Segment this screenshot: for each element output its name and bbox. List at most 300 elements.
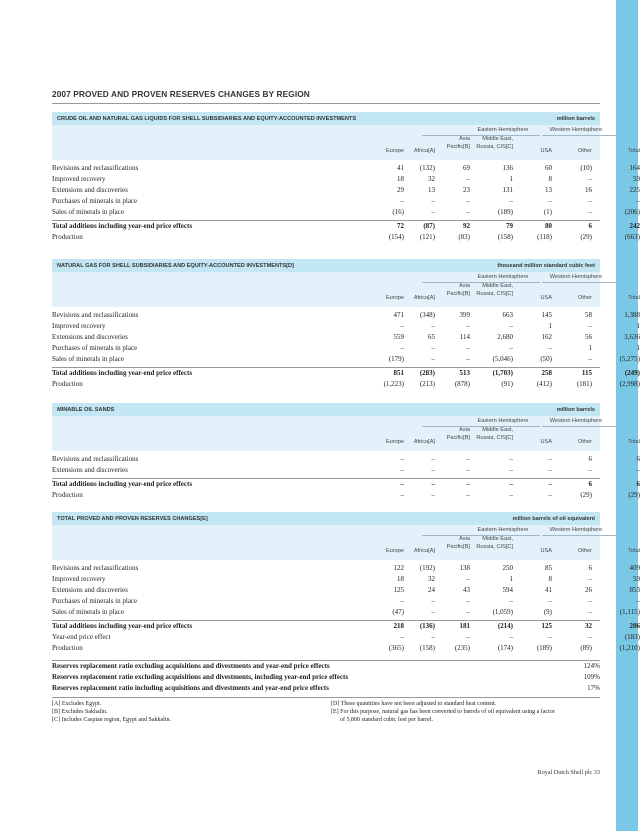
row-value: – — [466, 322, 470, 330]
table-row — [52, 367, 640, 379]
row-value: – — [431, 208, 435, 216]
row-value: 1 — [588, 344, 592, 352]
row-value: 250 — [502, 564, 513, 572]
total-header: Total — [628, 548, 640, 554]
western-span-line — [542, 426, 619, 427]
table-row — [52, 220, 640, 232]
row-value: (89) — [580, 644, 592, 652]
row-label: Year-end price effect — [52, 633, 111, 641]
row-value: (878) — [454, 380, 470, 388]
row-value: 258 — [541, 369, 552, 377]
row-value: 29 — [397, 186, 404, 194]
ratio-row — [52, 661, 600, 672]
row-label: Purchases of minerals in place — [52, 344, 138, 352]
row-value: – — [509, 491, 513, 499]
western-span-line — [542, 282, 619, 283]
row-value: (16) — [392, 208, 404, 216]
other-header: Other — [578, 548, 592, 554]
row-value: – — [509, 322, 513, 330]
row-value: (183) — [624, 633, 640, 641]
table-row — [52, 163, 640, 174]
other-header: Other — [578, 295, 592, 301]
section-unit: million barrels — [556, 406, 595, 413]
row-value: 409 — [629, 564, 640, 572]
eastern-hemisphere-label: Eastern Hemisphere — [477, 527, 529, 533]
footnotes-divider — [52, 697, 600, 698]
table-row — [52, 563, 640, 574]
table-row — [52, 632, 640, 643]
total-header: Total — [628, 439, 640, 445]
row-value: (249) — [624, 369, 640, 377]
table-row — [52, 207, 640, 218]
ratio-row — [52, 683, 600, 694]
eastern-hemisphere-label: Eastern Hemisphere — [477, 127, 529, 133]
section-header-band — [52, 112, 600, 125]
row-value: – — [588, 197, 592, 205]
row-value: – — [400, 344, 404, 352]
row-value: – — [466, 466, 470, 474]
row-label: Improved recovery — [52, 322, 106, 330]
row-value: 181 — [459, 622, 470, 630]
row-value: – — [548, 344, 552, 352]
row-value: 60 — [545, 164, 552, 172]
section-header-band — [52, 512, 600, 525]
row-value: 122 — [393, 564, 404, 572]
row-value: 72 — [397, 222, 404, 230]
row-label: Sales of minerals in place — [52, 355, 124, 363]
row-value: – — [636, 197, 640, 205]
row-value: – — [431, 491, 435, 499]
row-label: Total additions including year-end price effects — [52, 622, 193, 630]
row-value: 6 — [588, 564, 592, 572]
section-title: TOTAL PROVED AND PROVEN RESERVES CHANGES[E] — [57, 515, 208, 522]
section-unit: million barrels of oil equivalent — [512, 515, 595, 522]
row-value: (1,115) — [619, 608, 640, 616]
row-value: 79 — [506, 222, 513, 230]
row-value: – — [466, 175, 470, 183]
row-value: (189) — [536, 644, 552, 652]
europe-header: Europe — [385, 548, 404, 554]
row-label: Revisions and reclassifications — [52, 311, 139, 319]
row-value: 125 — [393, 586, 404, 594]
row-value: – — [400, 597, 404, 605]
row-value: 69 — [463, 164, 470, 172]
total-header: Total — [628, 295, 640, 301]
row-value: – — [466, 633, 470, 641]
asia-pacific-header-bottom: Pacific[B] — [446, 435, 470, 441]
section-header-band — [52, 259, 600, 272]
western-span-line — [542, 535, 619, 536]
row-label: Sales of minerals in place — [52, 608, 124, 616]
row-value: – — [588, 466, 592, 474]
row-value: 58 — [585, 311, 592, 319]
row-value: – — [466, 208, 470, 216]
row-label: Production — [52, 380, 83, 388]
row-value: (83) — [458, 233, 470, 241]
europe-header: Europe — [385, 148, 404, 154]
section-header-band — [52, 403, 600, 416]
table-row — [52, 454, 640, 465]
row-value: (189) — [497, 208, 513, 216]
row-label: Production — [52, 644, 83, 652]
table-row — [52, 620, 640, 632]
row-value: (181) — [576, 380, 592, 388]
other-header: Other — [578, 439, 592, 445]
row-value: – — [466, 355, 470, 363]
row-value: 43 — [463, 586, 470, 594]
row-value: – — [400, 480, 404, 488]
row-value: – — [588, 208, 592, 216]
row-value: 136 — [502, 164, 513, 172]
row-value: – — [548, 455, 552, 463]
row-value: – — [400, 633, 404, 641]
row-value: (412) — [536, 380, 552, 388]
row-value: 18 — [397, 175, 404, 183]
row-value: 32 — [585, 622, 592, 630]
row-value: – — [466, 480, 470, 488]
row-value: 23 — [463, 186, 470, 194]
eastern-hemisphere-label: Eastern Hemisphere — [477, 274, 529, 280]
footnote: of 5,800 standard cubic feet per barrel. — [340, 717, 433, 723]
section-rows — [52, 163, 640, 243]
row-value: (214) — [497, 622, 513, 630]
row-value: (118) — [537, 233, 552, 241]
section-rows — [52, 454, 640, 501]
row-value: 56 — [585, 333, 592, 341]
row-value: 145 — [541, 311, 552, 319]
row-value: – — [400, 466, 404, 474]
row-value: 513 — [459, 369, 470, 377]
row-value: 80 — [545, 222, 552, 230]
footnote: [D] These quantities have not been adjusted to standard heat content. — [331, 701, 497, 707]
asia-pacific-header-top: Asia — [459, 283, 470, 289]
row-value: (179) — [388, 355, 404, 363]
table-section — [52, 403, 640, 501]
row-value: 92 — [463, 222, 470, 230]
row-value: – — [400, 455, 404, 463]
decorative-side-stripe — [616, 0, 638, 831]
footnotes-left — [52, 700, 322, 724]
middle-east-header-top: Middle East, — [482, 536, 513, 542]
western-span-line — [542, 135, 619, 136]
row-value: 1 — [509, 575, 513, 583]
row-value: (9) — [543, 608, 552, 616]
middle-east-header-top: Middle East, — [482, 283, 513, 289]
row-value: 26 — [585, 586, 592, 594]
row-value: – — [588, 575, 592, 583]
row-value: 6 — [636, 455, 640, 463]
row-value: – — [466, 197, 470, 205]
row-value: – — [636, 466, 640, 474]
page-footer: Royal Dutch Shell plc 33 — [537, 769, 600, 776]
row-value: (174) — [497, 644, 513, 652]
africa-header: Africa[A] — [413, 148, 435, 154]
asia-pacific-header-top: Asia — [459, 536, 470, 542]
row-value: (365) — [388, 644, 404, 652]
middle-east-header-top: Middle East, — [482, 136, 513, 142]
row-value: 164 — [629, 164, 640, 172]
middle-east-header-bottom: Russia, CIS[C] — [476, 544, 513, 550]
row-value: (154) — [388, 233, 404, 241]
row-value: (132) — [419, 164, 435, 172]
row-value: 59 — [633, 175, 640, 183]
table-row — [52, 174, 640, 185]
asia-pacific-header-bottom: Pacific[B] — [446, 544, 470, 550]
row-value: 114 — [459, 333, 470, 341]
western-hemisphere-label: Western Hemisphere — [549, 418, 603, 424]
row-value: – — [509, 344, 513, 352]
row-value: 41 — [545, 586, 552, 594]
row-value: – — [509, 197, 513, 205]
title-divider — [52, 103, 600, 104]
footnote: [A] Excludes Egypt. — [52, 701, 102, 707]
row-value: 85 — [545, 564, 552, 572]
row-value: (136) — [419, 622, 435, 630]
row-value: 1,388 — [624, 311, 640, 319]
row-value: 594 — [502, 586, 513, 594]
row-label: Revisions and reclassifications — [52, 564, 139, 572]
row-value: (1,703) — [492, 369, 513, 377]
row-value: 138 — [459, 564, 470, 572]
row-value: (50) — [540, 355, 552, 363]
row-value: (29) — [628, 491, 640, 499]
row-label: Improved recovery — [52, 175, 106, 183]
row-value: 18 — [397, 575, 404, 583]
column-header — [52, 272, 640, 307]
row-value: 559 — [393, 333, 404, 341]
row-value: – — [588, 608, 592, 616]
western-hemisphere-label: Western Hemisphere — [549, 274, 603, 280]
table-row — [52, 585, 640, 596]
table-row — [52, 643, 640, 654]
row-label: Extensions and discoveries — [52, 586, 128, 594]
africa-header: Africa[A] — [413, 548, 435, 554]
row-value: 125 — [541, 622, 552, 630]
row-value: (87) — [423, 222, 435, 230]
europe-header: Europe — [385, 439, 404, 445]
row-value: 1 — [548, 322, 552, 330]
table-section — [52, 512, 640, 654]
row-value: – — [509, 597, 513, 605]
table-row — [52, 574, 640, 585]
usa-header: USA — [540, 148, 552, 154]
row-value: (1,223) — [383, 380, 404, 388]
row-value: (29) — [580, 491, 592, 499]
row-value: 663 — [502, 311, 513, 319]
row-value: – — [509, 455, 513, 463]
row-value: – — [548, 597, 552, 605]
total-header: Total — [628, 148, 640, 154]
column-header — [52, 416, 640, 451]
row-value: 218 — [393, 622, 404, 630]
section-unit: thousand million standard cubic feet — [497, 262, 595, 269]
row-value: 851 — [393, 369, 404, 377]
table-row — [52, 196, 640, 207]
row-value: 1 — [636, 344, 640, 352]
row-value: – — [588, 355, 592, 363]
row-label: Total additions including year-end price effects — [52, 480, 193, 488]
ratio-value: 109% — [583, 673, 600, 681]
usa-header: USA — [540, 548, 552, 554]
row-label: Sales of minerals in place — [52, 208, 124, 216]
row-value: – — [509, 633, 513, 641]
row-value: – — [466, 597, 470, 605]
row-value: (5,046) — [492, 355, 513, 363]
table-row — [52, 310, 640, 321]
middle-east-header-bottom: Russia, CIS[C] — [476, 435, 513, 441]
row-value: 13 — [428, 186, 435, 194]
row-label: Improved recovery — [52, 575, 106, 583]
row-value: – — [588, 633, 592, 641]
row-value: 41 — [397, 164, 404, 172]
eastern-hemisphere-label: Eastern Hemisphere — [477, 418, 529, 424]
row-value: 6 — [636, 480, 640, 488]
row-label: Revisions and reclassifications — [52, 455, 139, 463]
row-value: (1,059) — [492, 608, 513, 616]
column-header — [52, 125, 640, 160]
table-row — [52, 321, 640, 332]
row-value: 115 — [581, 369, 592, 377]
asia-pacific-header-bottom: Pacific[B] — [446, 144, 470, 150]
table-row — [52, 185, 640, 196]
row-value: 242 — [629, 222, 640, 230]
row-value: – — [509, 466, 513, 474]
africa-header: Africa[A] — [413, 439, 435, 445]
column-header — [52, 525, 640, 560]
row-label: Production — [52, 233, 83, 241]
western-hemisphere-label: Western Hemisphere — [549, 127, 603, 133]
ratio-label: Reserves replacement ratio excluding acquisitions and divestments and year-end price effects — [52, 662, 330, 670]
row-value: 162 — [541, 333, 552, 341]
row-value: 399 — [459, 311, 470, 319]
row-value: – — [636, 597, 640, 605]
row-value: – — [431, 455, 435, 463]
row-value: (47) — [392, 608, 404, 616]
middle-east-header-bottom: Russia, CIS[C] — [476, 291, 513, 297]
row-value: 471 — [393, 311, 404, 319]
row-label: Extensions and discoveries — [52, 466, 128, 474]
table-row — [52, 490, 640, 501]
row-value: – — [466, 344, 470, 352]
footnote: [E] For this purpose, natural gas has been converted to barrels of oil equivalent using a factor — [331, 709, 555, 715]
row-value: (192) — [419, 564, 435, 572]
ratio-value: 17% — [587, 684, 600, 692]
row-value: – — [588, 322, 592, 330]
row-value: – — [466, 575, 470, 583]
footnote: [C] Includes Caspian region, Egypt and Sakhalin. — [52, 717, 171, 723]
row-value: – — [509, 480, 513, 488]
row-value: – — [400, 197, 404, 205]
row-value: (213) — [419, 380, 435, 388]
asia-pacific-header-top: Asia — [459, 427, 470, 433]
row-value: 32 — [428, 175, 435, 183]
row-value: (158) — [497, 233, 513, 241]
table-row — [52, 596, 640, 607]
row-value: 6 — [588, 455, 592, 463]
asia-pacific-header-bottom: Pacific[B] — [446, 291, 470, 297]
usa-header: USA — [540, 439, 552, 445]
usa-header: USA — [540, 295, 552, 301]
section-rows — [52, 563, 640, 654]
section-unit: million barrels — [556, 115, 595, 122]
row-value: 8 — [548, 575, 552, 583]
row-label: Purchases of minerals in place — [52, 197, 138, 205]
row-value: 8 — [548, 175, 552, 183]
row-value: (1) — [543, 208, 552, 216]
row-value: (348) — [419, 311, 435, 319]
row-value: – — [431, 322, 435, 330]
ratio-label: Reserves replacement ratio including acquisitions and divestments and year-end price effects — [52, 684, 329, 692]
row-value: (91) — [501, 380, 513, 388]
table-row — [52, 607, 640, 618]
row-value: (663) — [624, 233, 640, 241]
row-value: 1 — [509, 175, 513, 183]
row-value: – — [431, 344, 435, 352]
ratio-value: 124% — [583, 662, 600, 670]
row-label: Production — [52, 491, 83, 499]
row-value: (206) — [624, 208, 640, 216]
row-label: Total additions including year-end price effects — [52, 369, 193, 377]
row-value: (2,998) — [619, 380, 640, 388]
middle-east-header-top: Middle East, — [482, 427, 513, 433]
row-value: – — [466, 455, 470, 463]
row-value: – — [431, 480, 435, 488]
row-value: – — [548, 480, 552, 488]
row-value: (121) — [419, 233, 435, 241]
row-value: 2,680 — [497, 333, 513, 341]
table-row — [52, 232, 640, 243]
row-value: – — [400, 491, 404, 499]
row-value: – — [548, 466, 552, 474]
row-label: Extensions and discoveries — [52, 186, 128, 194]
europe-header: Europe — [385, 295, 404, 301]
row-value: 131 — [502, 186, 513, 194]
table-row — [52, 332, 640, 343]
row-value: 225 — [629, 186, 640, 194]
row-value: – — [431, 355, 435, 363]
middle-east-header-bottom: Russia, CIS[C] — [476, 144, 513, 150]
row-value: 32 — [428, 575, 435, 583]
asia-pacific-header-top: Asia — [459, 136, 470, 142]
other-header: Other — [578, 148, 592, 154]
ratio-row — [52, 672, 600, 683]
row-label: Total additions including year-end price effects — [52, 222, 193, 230]
row-value: – — [466, 608, 470, 616]
row-value: – — [431, 608, 435, 616]
table-row — [52, 465, 640, 476]
row-value: 1 — [636, 322, 640, 330]
row-value: – — [431, 633, 435, 641]
western-hemisphere-label: Western Hemisphere — [549, 527, 603, 533]
section-title: NATURAL GAS FOR SHELL SUBSIDIARIES AND EQUITY-ACCOUNTED INVESTMENTS[D] — [57, 262, 294, 269]
table-row — [52, 379, 640, 390]
row-value: 206 — [629, 622, 640, 630]
row-value: 853 — [629, 586, 640, 594]
row-value: – — [588, 175, 592, 183]
row-value: 3,636 — [624, 333, 640, 341]
row-value: (5,275) — [619, 355, 640, 363]
row-value: 13 — [545, 186, 552, 194]
reserves-replacement-ratios — [52, 661, 600, 694]
row-value: (235) — [454, 644, 470, 652]
row-value: (283) — [419, 369, 435, 377]
africa-header: Africa[A] — [413, 295, 435, 301]
table-row — [52, 354, 640, 365]
row-value: – — [431, 197, 435, 205]
row-value: (29) — [580, 233, 592, 241]
row-label: Extensions and discoveries — [52, 333, 128, 341]
section-rows — [52, 310, 640, 390]
